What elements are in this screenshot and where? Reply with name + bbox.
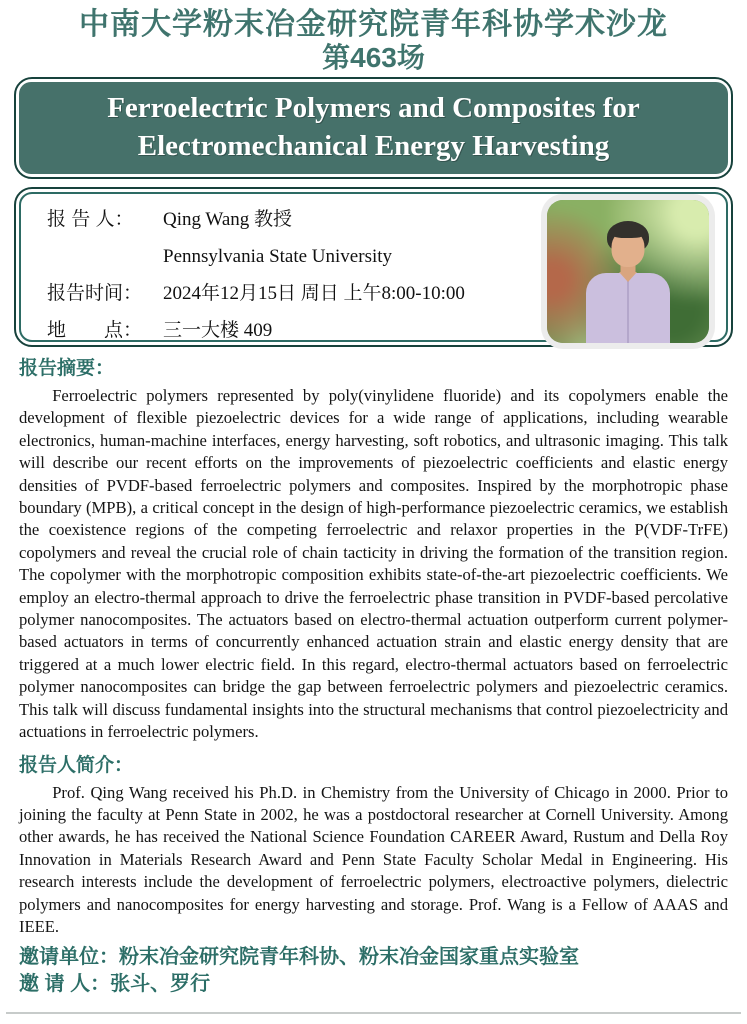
inviter-value: 张斗、罗行	[110, 973, 211, 996]
talk-title-banner	[19, 82, 728, 174]
bio-text: Prof. Qing Wang received his Ph.D. in Chemistry from the University of Chicago in 2000. Prior to joining the faculty at Penn State in 2002, he was a postdoctoral researcher at Cornell University. Among other awards, he has received the National Science Foundation CAREER Award, Rustum and Della Roy Innovation in Materials Research Award and Penn State Faculty Scholar Medal in Engineering. His research interests include the development of ferroelectric polymers, electroactive polymers, dielectric polymers and nanocomposites for energy harvesting and storage. Prof. Wang is a Fellow of AAAS and IEEE.	[19, 782, 728, 936]
host-organizations-row	[19, 944, 728, 971]
event-number: 第463场	[322, 42, 425, 73]
speaker-name: Qing Wang 教授	[163, 209, 293, 230]
host-label: 邀请单位：	[19, 946, 119, 969]
inviters-row	[19, 971, 728, 998]
venue-value: 三一大楼 409	[163, 320, 273, 341]
bottom-divider-line	[6, 1012, 741, 1014]
abstract-text: Ferroelectric polymers represented by poly(vinylidene fluoride) and its copolymers enable the development of flexible piezoelectric devices for a wide range of applications, including wearable electronics, human-machine interfaces, energy harvesting, soft robotics, and ultrasonic imaging. This talk will describe our recent efforts on the improvements of piezoelectric coefficients and elastic energy densities of PVDF-based ferroelectric polymers and composites. Inspired by the morphotropic phase boundary (MPB), a critical concept in the design of high-performance piezoelectric ceramics, we establish the coexistence regions of the competing ferroelectric and relaxor properties in the P(VDF-TrFE) copolymers and reveal the crucial role of chain tacticity in driving the formation of the transition region. The copolymer with the morphotropic composition exhibits state-of-the-art piezoelectric coefficients. We employ an electro-thermal approach to drive the ferroelectric phase transition in PVDF-based percolative polymer nanocomposites. The actuators based on electro-thermal actuation outperform current polymer-based actuators in terms of concurrently enhanced actuation strain and elastic energy density that are triggered at a much lower electric field. In this regard, electro-thermal actuators based on ferroelectric polymer nanocomposites can bridge the gap between ferroelectric polymers and piezoelectric ceramics. This talk will discuss fundamental insights into the structural mechanisms that control piezoelectricity and actuations in ferroelectric polymers.	[19, 386, 728, 742]
time-label: 报告时间：	[47, 283, 143, 304]
host-value: 粉末冶金研究院青年科协、粉末冶金国家重点实验室	[119, 946, 579, 969]
talk-title-line2: Electromechanical Energy Harvesting	[137, 130, 610, 162]
photo-hair-fringe	[609, 224, 647, 238]
venue-label: 地 点：	[47, 320, 143, 341]
poster-body	[0, 356, 747, 938]
event-series-title	[0, 7, 747, 74]
talk-title-line1: Ferroelectric Polymers and Composites for	[107, 92, 640, 124]
speaker-label: 报 告 人：	[47, 209, 134, 230]
photo-collar	[619, 272, 637, 282]
inviter-label: 邀 请 人：	[19, 973, 111, 996]
info-box-frame	[14, 187, 733, 347]
poster-footer	[0, 938, 747, 998]
info-box	[19, 192, 728, 342]
speaker-photo	[547, 200, 709, 343]
abstract-heading: 报告摘要：	[19, 358, 115, 379]
photo-shirt-placket	[627, 280, 629, 343]
speaker-affiliation: Pennsylvania State University	[163, 246, 393, 267]
event-series-title-line1: 中南大学粉末冶金研究院青年科协学术沙龙	[79, 8, 668, 41]
bio-heading: 报告人简介：	[19, 754, 134, 776]
affiliation-spacer	[47, 243, 163, 271]
time-value: 2024年12月15日 周日 上午8:00-10:00	[163, 283, 465, 304]
talk-title-banner-frame	[14, 77, 733, 179]
